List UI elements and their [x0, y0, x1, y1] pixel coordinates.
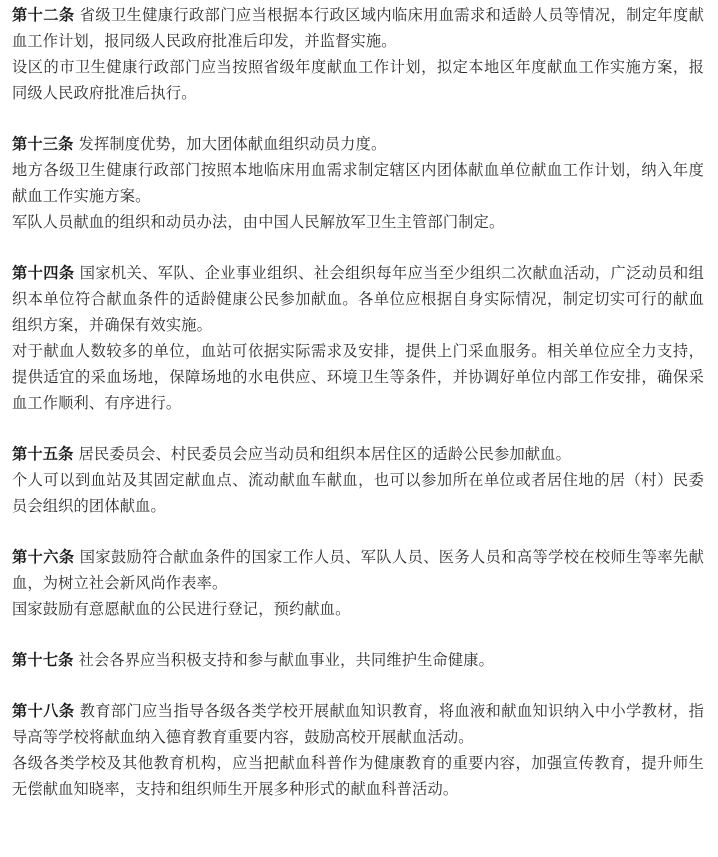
- article-text: 社会各界应当积极支持和参与献血事业，共同维护生命健康。: [78, 651, 495, 669]
- article-paragraph: [12, 647, 704, 673]
- article-number: 第十三条: [12, 135, 74, 153]
- article-number: 第十七条: [12, 651, 74, 669]
- article-paragraph: 军队人员献血的组织和动员办法，由中国人民解放军卫生主管部门制定。: [12, 213, 505, 231]
- article-number: 第十二条: [12, 6, 75, 24]
- article-paragraph: [12, 131, 704, 157]
- article-paragraph: [12, 2, 704, 54]
- article-12: [12, 2, 704, 106]
- article-18: [12, 698, 704, 802]
- article-text: 发挥制度优势，加大团体献血组织动员力度。: [78, 135, 387, 153]
- article-paragraph: 对于献血人数较多的单位，血站可依据实际需求及安排，提供上门采血服务。相关单位应全力支持，提供适宜的采血场地，保障场地的水电供应、环境卫生等条件，并协调好单位内部工作安排，确保采血工作顺利、有序进行。: [12, 342, 704, 412]
- article-paragraph: 国家鼓励有意愿献血的公民进行登记，预约献血。: [12, 600, 351, 618]
- article-text: 省级卫生健康行政部门应当根据本行政区域内临床用血需求和适龄人员等情况，制定年度献血工作计划，报同级人民政府批准后印发，并监督实施。: [12, 6, 704, 50]
- article-text: 国家鼓励符合献血条件的国家工作人员、军队人员、医务人员和高等学校在校师生等率先献血，为树立社会新风尚作表率。: [12, 548, 704, 592]
- article-paragraph: 地方各级卫生健康行政部门按照本地临床用血需求制定辖区内团体献血单位献血工作计划，纳入年度献血工作实施方案。: [12, 161, 704, 205]
- article-text: 教育部门应当指导各级各类学校开展献血知识教育，将血液和献血知识纳入中小学教材，指导高等学校将献血纳入德育教育重要内容，鼓励高校开展献血活动。: [12, 702, 704, 746]
- article-13: [12, 131, 704, 235]
- article-paragraph: 设区的市卫生健康行政部门应当按照省级年度献血工作计划，拟定本地区年度献血工作实施方案，报同级人民政府批准后执行。: [12, 58, 704, 102]
- article-paragraph: 个人可以到血站及其固定献血点、流动献血车献血，也可以参加所在单位或者居住地的居（村）民委员会组织的团体献血。: [12, 471, 704, 515]
- article-paragraph: 各级各类学校及其他教育机构，应当把献血科普作为健康教育的重要内容，加强宣传教育，提升师生无偿献血知晓率，支持和组织师生开展多种形式的献血科普活动。: [12, 754, 704, 798]
- article-number: 第十八条: [12, 702, 75, 720]
- article-number: 第十六条: [12, 548, 75, 566]
- article-14: [12, 260, 704, 416]
- article-text: 国家机关、军队、企业事业组织、社会组织每年应当至少组织二次献血活动，广泛动员和组织本单位符合献血条件的适龄健康公民参加献血。各单位应根据自身实际情况，制定切实可行的献血组织方案，并确保有效实施。: [12, 264, 704, 334]
- article-15: [12, 441, 704, 519]
- article-16: [12, 544, 704, 622]
- article-paragraph: [12, 698, 704, 750]
- article-17: [12, 647, 704, 673]
- article-paragraph: [12, 441, 704, 467]
- article-text: 居民委员会、村民委员会应当动员和组织本居住区的适龄公民参加献血。: [78, 445, 571, 463]
- article-number: 第十四条: [12, 264, 75, 282]
- article-paragraph: [12, 260, 704, 338]
- article-number: 第十五条: [12, 445, 74, 463]
- article-paragraph: [12, 544, 704, 596]
